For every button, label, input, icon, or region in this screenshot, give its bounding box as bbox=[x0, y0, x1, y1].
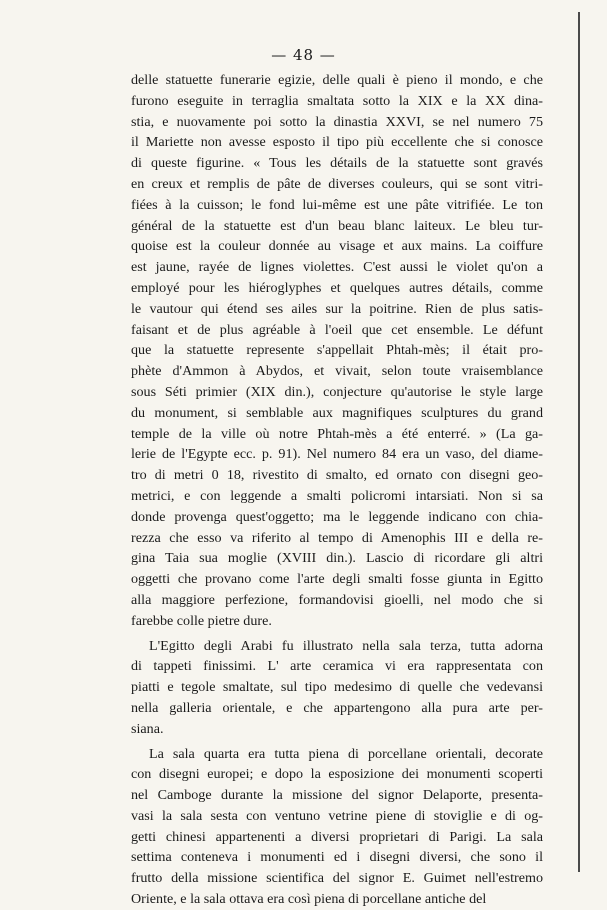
text-line: frutto della missione scientifica del signor E. Guimet nell'estremo bbox=[131, 870, 543, 887]
text-line: gina Taia sua moglie (XVIII din.). Lascio di ricordare gli altri bbox=[131, 550, 543, 567]
text-line: que la statuette represente s'appellait Phtah-mès; il était pro- bbox=[131, 342, 543, 359]
text-line: fiées à la cuisson; le fond lui-même est une pâte vitrifiée. Le ton bbox=[131, 196, 543, 213]
text-line: le vautour qui étend ses ailes sur la poitrine. Rien de plus satis- bbox=[131, 300, 543, 317]
text-line: siana. bbox=[131, 720, 164, 737]
text-line: furono eseguite in terraglia smaltata sotto la XIX e la XX dina- bbox=[131, 92, 543, 109]
paragraph bbox=[131, 70, 543, 632]
text-line: général de la statuette est d'un beau blanc laiteux. Le bleu tur- bbox=[131, 217, 543, 234]
paragraph bbox=[131, 744, 543, 910]
text-line: du monument, si semblable aux magnifiques sculptures du grand bbox=[131, 404, 543, 421]
text-line: alla maggiore perfezione, formandovisi gioelli, nel modo che si bbox=[131, 591, 543, 608]
text-line: delle statuette funerarie egizie, delle quali è pieno il mondo, e che bbox=[131, 72, 543, 88]
text-line: vasi la sala sesta con ventuno vetrine piene di stoviglie e di og- bbox=[131, 807, 543, 824]
text-line: getti chinesi appartenenti a diversi proprietari di Parigi. La sala bbox=[131, 828, 543, 845]
text-line: lerie de l'Egypte ecc. p. 91). Nel numero 84 era un vaso, del diame- bbox=[131, 446, 543, 463]
text-line: Oriente, e la sala ottava era così piena di porcellane antiche del bbox=[131, 891, 487, 908]
text-line: faisant et de plus agréable à l'oeil que cet ensemble. Le défunt bbox=[131, 321, 543, 338]
text-line: quoise est la couleur donnée au visage et aux mains. La coiffure bbox=[131, 238, 543, 255]
text-line: L'Egitto degli Arabi fu illustrato nella sala terza, tutta adorna bbox=[149, 637, 543, 654]
text-line: nella galleria orientale, e che appartengono alla pura arte per- bbox=[131, 699, 543, 716]
text-line: settima conteneva i monumenti ed i disegni diversi, che sono il bbox=[131, 849, 543, 866]
text-line: di queste figurine. « Tous les détails de la statuette sont gravés bbox=[131, 155, 543, 172]
text-line: piatti e tegole smaltate, sul tipo medesimo di quelle che vedevansi bbox=[131, 679, 543, 696]
text-line: donde provenga quest'oggetto; ma le leggende indicano con chia- bbox=[131, 508, 543, 525]
page-number: — 48 — bbox=[271, 46, 336, 64]
page-edge-rule bbox=[578, 12, 580, 872]
text-line: sous Séti primier (XIX din.), conjecture qu'autorise le style large bbox=[131, 383, 543, 400]
text-line: metrici, e con leggende a smalti policromi intarsiati. Non si sa bbox=[131, 487, 543, 504]
text-line: temple de la ville où notre Phtah-mès a été enterré. » (La ga- bbox=[131, 425, 543, 442]
text-line: La sala quarta era tutta piena di porcellane orientali, decorate bbox=[149, 745, 543, 762]
text-line: con disegni europei; e dopo la esposizione dei monumenti scoperti bbox=[131, 766, 543, 783]
text-line: il Mariette non avesse esposto il tipo più eccellente che si conosce bbox=[131, 134, 543, 151]
text-line: farebbe colle pietre dure. bbox=[131, 612, 272, 629]
text-line: oggetti che provano come l'arte degli smalti fosse giunta in Egitto bbox=[131, 571, 543, 588]
text-line: en creux et remplis de pâte de diverses couleurs, qui se sont vitri- bbox=[131, 175, 543, 192]
text-line: employé pour les hiéroglyphes et quelques autres détails, comme bbox=[131, 279, 543, 296]
text-line: est jaune, rayée de lignes violettes. C'est aussi le violet qu'on a bbox=[131, 259, 543, 276]
text-line: di tappeti finissimi. L' arte ceramica vi era rappresentata con bbox=[131, 658, 543, 675]
text-line: nel Camboge durante la missione del signor Delaporte, presenta- bbox=[131, 787, 543, 804]
text-line: tro di metri 0 18, rivestito di smalto, ed ornato con disegni geo- bbox=[131, 467, 543, 484]
text-line: rezza che esso va riferito al tempo di Amenophis III e della re- bbox=[131, 529, 543, 546]
paragraph bbox=[131, 636, 543, 740]
text-line: stia, e nuovamente poi sotto la dinastia XXVI, se nel numero 75 bbox=[131, 113, 543, 130]
body-text bbox=[131, 70, 543, 910]
text-line: phète d'Ammon à Abydos, et vivait, selon toute vraisemblance bbox=[131, 363, 543, 380]
